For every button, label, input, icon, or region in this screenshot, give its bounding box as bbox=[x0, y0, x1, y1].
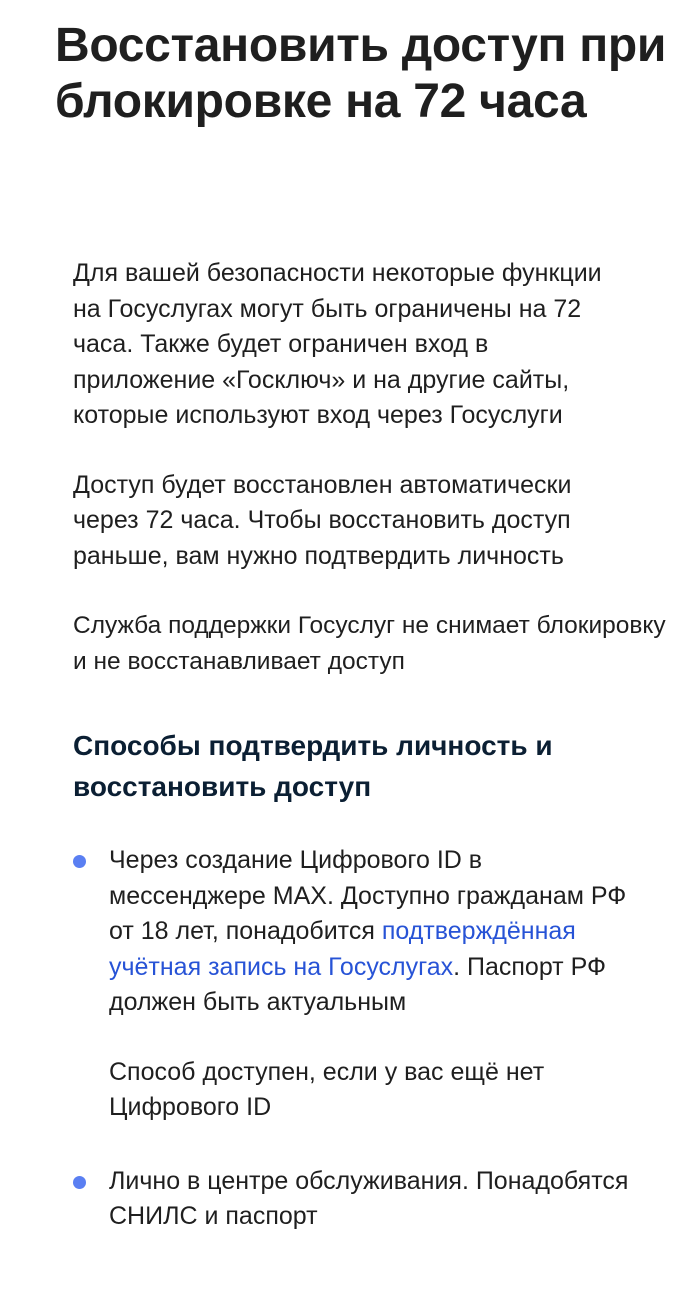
method-digital-id-text-after: . Паспорт РФ должен быть актуальным bbox=[109, 952, 606, 1016]
verified-account-link[interactable]: подтверждённая учётная запись на Госуслугах bbox=[109, 917, 576, 981]
method-digital-id-text-before: Через создание Цифрового ID в мессенджере MAX. Доступно гражданам РФ от 18 лет, понадобится bbox=[109, 846, 627, 945]
intro-paragraph-auto-restore: Доступ будет восстановлен автоматически через 72 часа. Чтобы восстановить доступ раньше, вам нужно подтвердить личность bbox=[73, 470, 572, 570]
methods-heading: Способы подтвердить личность и восстановить доступ bbox=[73, 730, 553, 802]
intro-paragraph-security: Для вашей безопасности некоторые функции на Госуслугах могут быть ограничены на 72 часа. Также будет ограничен вход в приложение «Госключ» и на другие сайты, которые используют вход через Госуслуги bbox=[73, 259, 602, 429]
page-content bbox=[73, 256, 673, 1235]
methods-list bbox=[73, 843, 673, 1235]
method-service-center-text: Лично в центре обслуживания. Понадобятся СНИЛС и паспорт bbox=[109, 1166, 629, 1230]
intro-paragraph-support: Служба поддержки Госуслуг не снимает блокировку и не восстанавливает доступ bbox=[73, 612, 666, 675]
bullet-dot-icon bbox=[73, 855, 86, 868]
page-title: Восстановить доступ при блокировке на 72 часа bbox=[55, 19, 667, 128]
bullet-dot-icon bbox=[73, 1176, 86, 1189]
method-digital-id-note: Способ доступен, если у вас ещё нет Цифрового ID bbox=[109, 1057, 545, 1121]
method-digital-id bbox=[73, 843, 673, 1126]
method-service-center bbox=[73, 1164, 673, 1235]
method-digital-id-text bbox=[109, 843, 639, 1021]
